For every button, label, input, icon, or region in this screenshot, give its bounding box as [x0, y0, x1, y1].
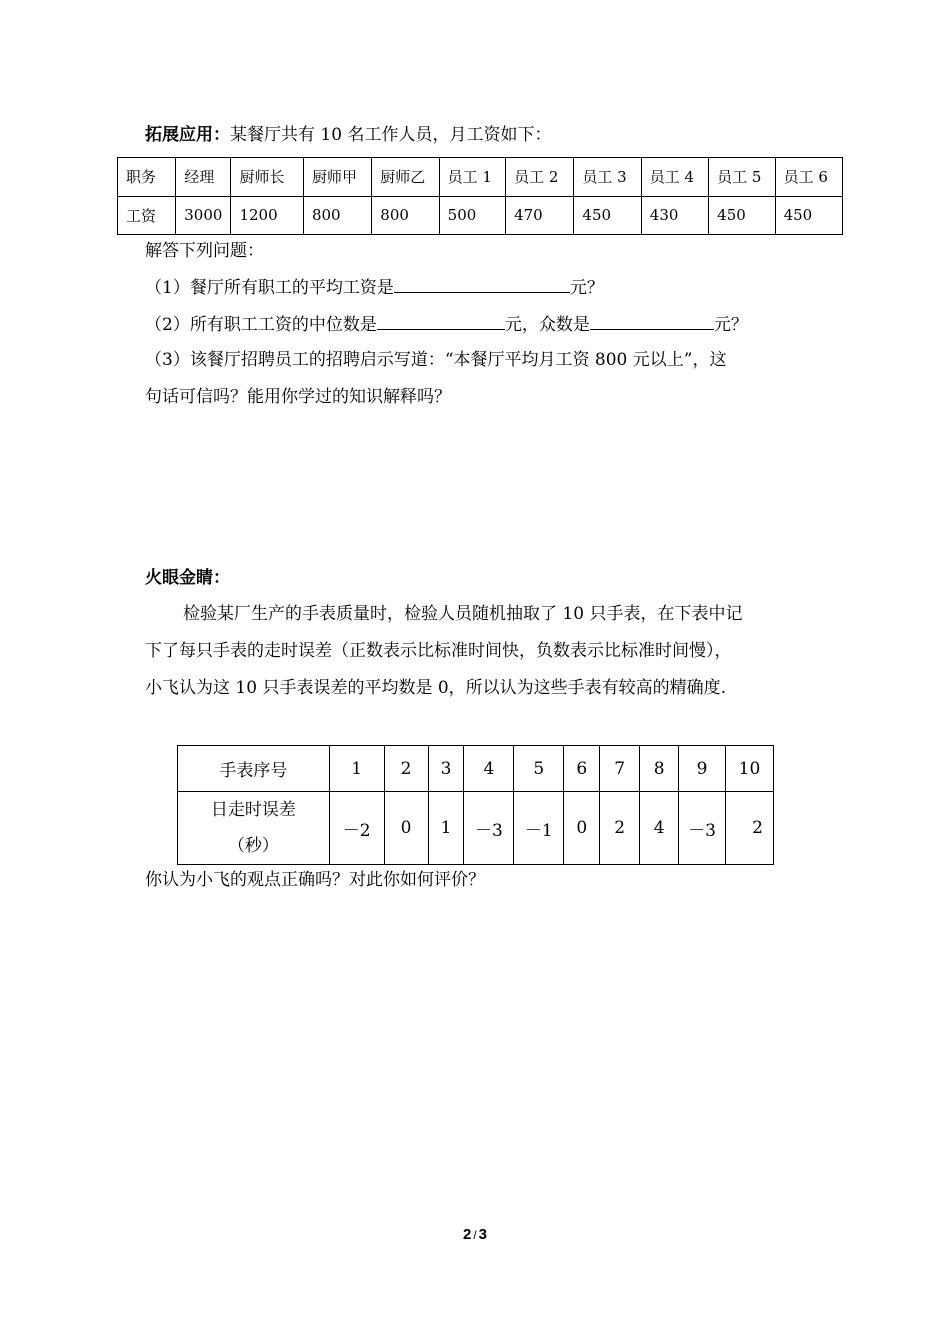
- table-cell: 450: [709, 196, 775, 235]
- section2-heading: 火眼金睛：: [145, 568, 230, 588]
- table-cell: 1200: [231, 196, 304, 235]
- table-cell: 10: [725, 746, 773, 792]
- table-cell: 8: [640, 746, 679, 792]
- table-cell: 4: [464, 746, 514, 792]
- table-cell: 2: [725, 792, 773, 865]
- total-pages: 3: [478, 1226, 488, 1243]
- table-cell: 厨师乙: [372, 158, 439, 197]
- table-cell: 1: [428, 792, 464, 865]
- table-cell: [178, 792, 330, 865]
- table-cell: 6: [564, 746, 600, 792]
- table-cell: 员工 1: [439, 158, 505, 197]
- table-cell: 500: [439, 196, 505, 235]
- salary-table: [117, 157, 843, 235]
- table-cell: －2: [329, 792, 384, 865]
- error-label-line-2: （秒）: [227, 836, 279, 856]
- table-cell: 职务: [118, 158, 176, 197]
- section2-question: 你认为小飞的观点正确吗？对此你如何评价？: [145, 870, 485, 890]
- question-2-unit: 元？: [713, 315, 748, 335]
- watch-error-row: [178, 792, 774, 865]
- table-cell: 3000: [176, 196, 231, 235]
- question-1: [145, 276, 604, 298]
- section1-intro: 某餐厅共有 10 名工作人员，月工资如下：: [230, 125, 552, 145]
- table-cell: 员工 6: [775, 158, 842, 197]
- table-cell: 员工 4: [641, 158, 708, 197]
- table-cell: 800: [303, 196, 371, 235]
- question-2-text: （2）所有职工工资的中位数是: [145, 315, 377, 335]
- table-cell: 3: [428, 746, 464, 792]
- watch-number-row: [178, 746, 774, 792]
- table-cell: 2: [600, 792, 640, 865]
- answer-blank-mode: [590, 313, 714, 330]
- table-cell: 430: [641, 196, 708, 235]
- table-cell: 5: [514, 746, 564, 792]
- table-cell: 9: [679, 746, 726, 792]
- watch-error-table: [177, 745, 774, 865]
- question-3-line-1: （3）该餐厅招聘员工的招聘启示写道：“本餐厅平均月工资 800 元以上”，这: [145, 350, 727, 370]
- answer-blank-median: [377, 313, 505, 330]
- table-cell: 员工 5: [709, 158, 775, 197]
- table-cell: 经理: [176, 158, 231, 197]
- table-cell: 1: [329, 746, 384, 792]
- table-cell: 员工 3: [574, 158, 641, 197]
- table-cell: 470: [506, 196, 574, 235]
- section1-heading: 拓展应用：: [145, 125, 230, 145]
- table-cell: －3: [679, 792, 726, 865]
- table-cell: 厨师甲: [303, 158, 371, 197]
- question-1-unit: 元？: [569, 278, 604, 298]
- section2-para-line-1: 检验某厂生产的手表质量时，检验人员随机抽取了 10 只手表，在下表中记: [183, 604, 743, 624]
- table-cell: 450: [775, 196, 842, 235]
- table-cell: 4: [640, 792, 679, 865]
- salary-table-header-row: [118, 158, 843, 197]
- table-cell: 厨师长: [231, 158, 304, 197]
- question-3-line-2: 句话可信吗？能用你学过的知识解释吗？: [145, 387, 451, 407]
- table-cell: 0: [384, 792, 428, 865]
- table-cell: 手表序号: [178, 746, 330, 792]
- table-cell: 0: [564, 792, 600, 865]
- table-cell: 2: [384, 746, 428, 792]
- page-separator: /: [473, 1228, 477, 1242]
- answer-blank-average: [394, 276, 570, 293]
- table-cell: －3: [464, 792, 514, 865]
- table-cell: 7: [600, 746, 640, 792]
- table-cell: 工资: [118, 196, 176, 235]
- table-cell: －1: [514, 792, 564, 865]
- salary-table-value-row: [118, 196, 843, 235]
- section1-title-line: [145, 125, 551, 145]
- question-2: [145, 313, 748, 335]
- section1-prompt: 解答下列问题：: [145, 241, 264, 261]
- section2-para-line-2: 下了每只手表的走时误差（正数表示比标准时间快，负数表示比标准时间慢），: [145, 641, 732, 661]
- table-cell: 员工 2: [506, 158, 574, 197]
- table-cell: 800: [372, 196, 439, 235]
- section2-para-line-3: 小飞认为这 10 只手表误差的平均数是 0，所以认为这些手表有较高的精确度.: [145, 678, 727, 698]
- question-1-text: （1）餐厅所有职工的平均工资是: [145, 278, 394, 298]
- page-number: [0, 1226, 950, 1243]
- question-2-mid: 元，众数是: [504, 315, 590, 335]
- table-cell: 450: [574, 196, 641, 235]
- error-label-line-1: 日走时误差: [210, 800, 296, 820]
- current-page: 2: [462, 1226, 472, 1243]
